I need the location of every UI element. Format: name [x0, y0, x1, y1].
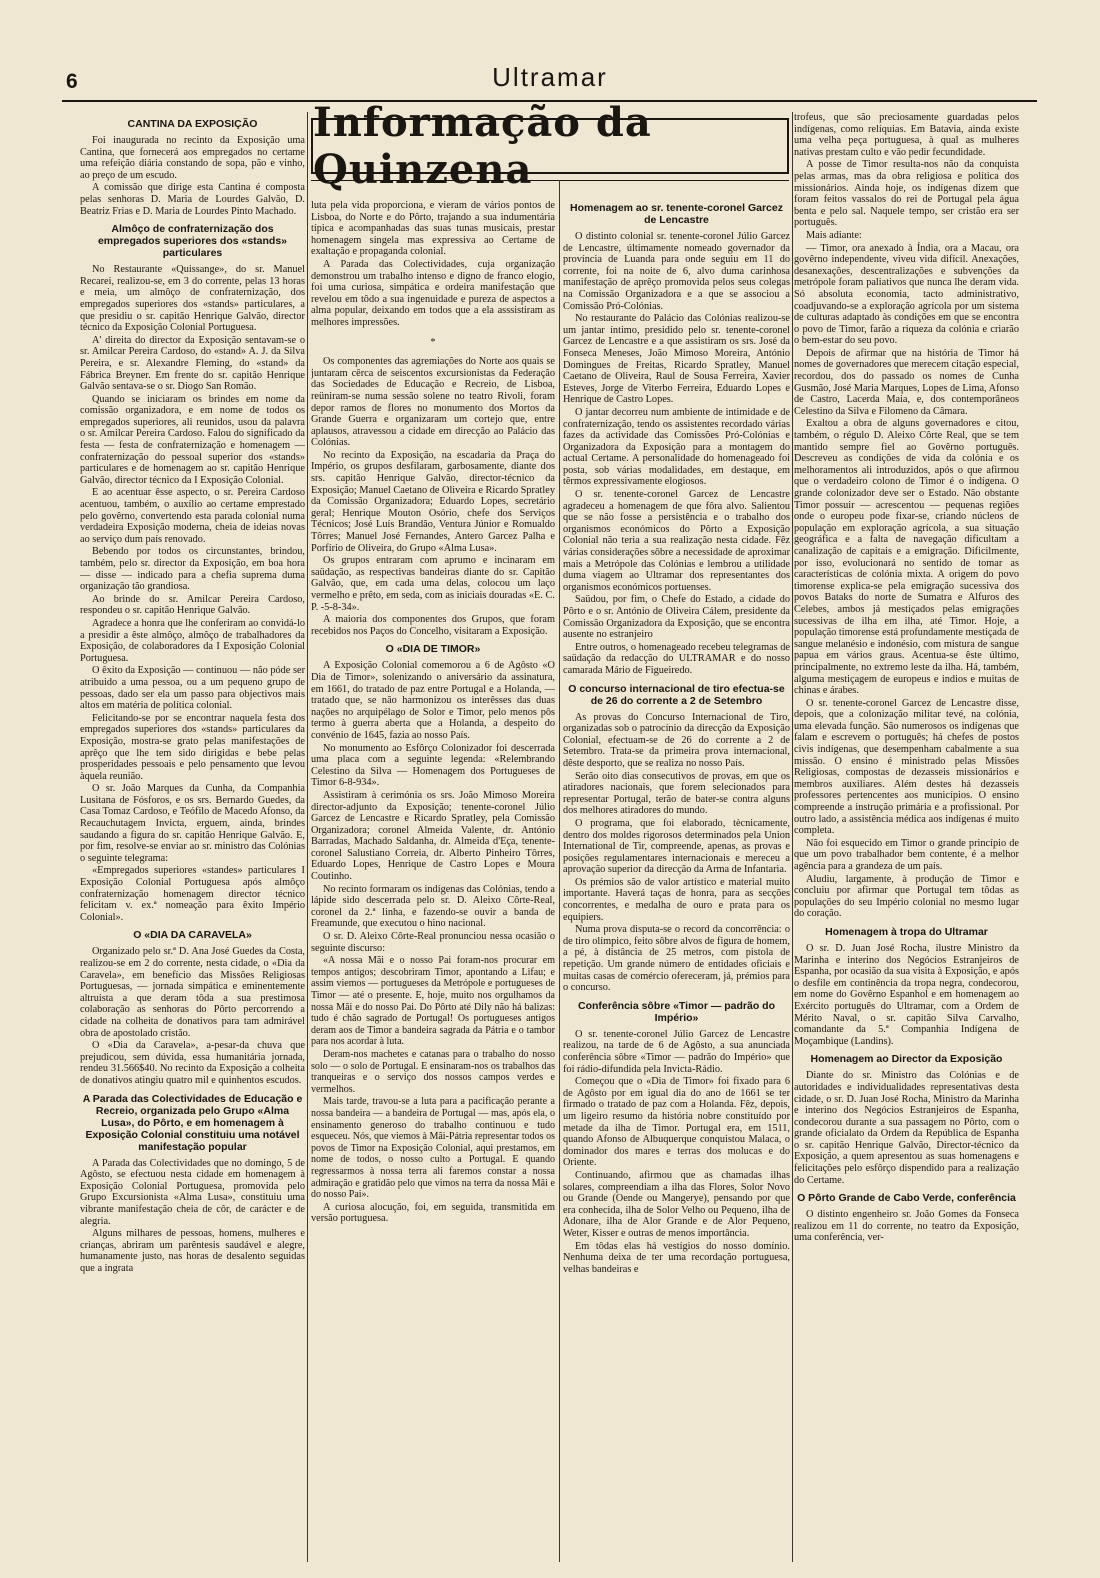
paragraph: A' direita do director da Exposição sentavam-se o sr. Amilcar Pereira Cardoso, do «stand» A. J. da Silva Pereira, e sr. Alexandre Fleming, do «stand» da Fábrica Breyner. Em frente do sr. capitão Henrique Galvão sentava-se o sr. Diogo San Romão. [80, 334, 305, 393]
banner-rule [311, 180, 789, 181]
paragraph: Felicitando-se por se encontrar naquela festa dos empregados superiores dos «stands» particulares da Exposição, mostra-se grato pelas manifestações de aprêço que lhe tem sido dirigidas e bebe pelas prosperidades pessoais e pelo pensamento que levou àquela reunião. [80, 712, 305, 782]
article-title: Homenagem ao Director da Exposição [810, 1053, 1003, 1066]
paragraph: Ao brinde do sr. Amilcar Pereira Cardoso, respondeu o sr. capitão Henrique Galvão. [80, 593, 305, 617]
paragraph: No Restaurante «Quissange», do sr. Manuel Recarei, realizou-se, em 3 do corrente, pelas 13 horas e meia, um almôço de confraternização, dos empregados superiores dos «stands» particulares, a que presidiu o sr. capitão Henrique Galvão, director técnico da Exposição Colonial Portuguesa. [80, 264, 305, 334]
paragraph: O sr. tenente-coronel Júlio Garcez de Lencastre realizou, na tarde de 6 de Agôsto, a sua anunciada conferência sôbre «Timor — padrão do Império» que foi rádio-difundida pela Invicta-Rádio. [563, 1028, 790, 1075]
article-title: Homenagem ao sr. tenente-coronel Garcez de Lencastre [570, 202, 783, 226]
paragraph: O sr. João Marques da Cunha, da Companhia Lusitana de Fósforos, e os srs. Bernardo Guedes, da Casa Tomaz Cardoso, e Teófilo de Macedo Afonso, da Recauchutagem Invicta, erguem, ainda, brindes saudando a figura do sr. capitão Henrique Galvão. E, por fim, resolve-se enviar ao sr. ministro das Colónias o seguinte telegrama: [80, 783, 305, 864]
article-title: O concurso internacional de tiro efectua-se de 26 do corrente a 2 de Setembro [568, 682, 785, 707]
paragraph: «Empregados superiores «standes» particulares I Exposição Colonial Portuguesa após almôço confraternização homenagem director técnico felicitam v. ex.ª nomeação para êxito Império Colonial». [80, 865, 305, 923]
paragraph: A curiosa alocução, foi, em seguida, transmitida em versão portuguesa. [311, 1201, 555, 1225]
article-title: A Parada das Colectividades de Educação e Recreio, organizada pelo Grupo «Alma Lusa», do Pôrto, e em homenagem à Exposição Colonial constituiu uma notável manifestação popular [82, 1092, 303, 1153]
paragraph: A comissão que dirige esta Cantina é composta pelas senhoras D. Maria de Lourdes Galvão, D. Beatriz Frias e D. Maria de Lourdes Pinto Machado. [80, 182, 305, 217]
paragraph: O sr. tenente-coronel Garcez de Lencastre disse, depois, que a colonização militar tevé, na colónia, uma elevada função. São numerosos os indígenas que falam e escrevem o português; há chefes de postos civis indígenas, que desempenham cabalmente a sua missão. O ensino é ministrado pelas Missões Religiosas, compostas de dezasseis missionários e membros auxiliares. Além destes há dezasseis professores pertencentes aos municípios. O ensino compreende a instrução primária e a profissional. Por outro lado, a assistência médica aos indígenas é muito completa. [794, 697, 1019, 837]
paragraph: O êxito da Exposição — continuou — não póde ser atribuido a uma pessoa, ou a um pequeno grupo de pessoas, dado ser ela um passo para objectivos mais altos em matéria de política colonial. [80, 665, 305, 712]
paragraph: E ao acentuar êsse aspecto, o sr. Pereira Cardoso acentuou, também, o auxílio ao certame emprestado pelo govêrno, convertendo esta parada colonial numa verdadeira Exposição moderna, cheia de ideias novas ao serviço dum país renovado. [80, 487, 305, 545]
quote-paragraph: Deram-nos machetes e catanas para o trabalho do nosso solo — o solo de Portugal. E ensinaram-nos os trabalhos das tranqueiras e o serviço dos nossos campos verdes e vermelhos. [311, 1048, 555, 1095]
section-banner: Informação da Quinzena [311, 118, 789, 174]
paragraph: Quando se iniciaram os brindes em nome da comissão organizadora, e em nome de todos os empregados superiores, ali reunidos, usou da palavra o sr. Amilcar Pereira Cardoso. Falou do significado da festa — festa de confraternização e homenagem — confraternização do pessoal superior dos «stands» particulares e de homenagem ao sr. capitão Henrique Galvão, director técnico da I Exposição Colonial. [80, 393, 305, 486]
paragraph: Agradece a honra que lhe conferiram ao convidá-lo a presidir a êste almôço, almôço de trabalhadores da Exposição, de colaboradores da I Exposição Colonial Portuguesa. [80, 617, 305, 664]
paragraph: Diante do sr. Ministro das Colónias e de autoridades e individualidades representativas desta cidade, o sr. D. Juan José Rocha, Ministro da Marinha e interino dos Negócios Estranjeiros de Espanha, condecorou durante a sua passagem no Pôrto, com o grande oficialato da Ordem da República de Espanha o sr. capitão Henrique Galvão, Director-técnico da Exposição, a quem apresentou as suas homenagens e felicitações pelo esfôrço dispendido para a realização do Certame. [794, 1070, 1019, 1186]
column-divider [559, 180, 560, 1562]
quote-paragraph: «A nossa Mãi e o nosso Pai foram-nos procurar em tempos antigos; descobriram Timor, apontando a Lifau; e assim viemos — portugueses da Metrópole e portugueses de Timor — até o presente. E, hoje, muito nos orgulhamos da nossa Mãi e do nosso Pai. Do Pôrto até Dily não há balizas: tudo é chão sagrado de Portugal! Os portugueses antigos deram aos de Timor a bandeira sagrada da Pátria e o tambor para nos acordar à luta. [311, 955, 555, 1048]
article-title: Homenagem à tropa do Ultramar [825, 925, 988, 938]
paragraph: Os componentes das agremiações do Norte aos quais se juntaram cêrca de seiscentos excursionistas da Federação das Sociedades de Educação e Recreio, de Lisboa, reüniram-se numa sessão solene no teatro Rivoli, foram depor ramos de flores no monumento dos Mortos da Grande Guerra e organizaram um cortejo que, entre aplausos, atravessou a cidade em direcção ao Palácio das Colónias. [311, 356, 555, 449]
paragraph: luta pela vida proporciona, e vieram de vários pontos de Lisboa, do Norte e do Pôrto, trajando a sua indumentária típica e acompanhadas das suas tunas musicais, prestar homenagem singela mas expressiva ao Certame de exaltação e propaganda colonial. [311, 200, 555, 258]
masthead: Ultramar [492, 62, 608, 92]
article-title: Almôço de confraternização dos empregados superiores dos «stands» particulares [97, 223, 288, 260]
article-title: O «DIA DE TIMOR» [385, 643, 481, 656]
paragraph: A Parada das Colectividades, cuja organização demonstrou um trabalho intenso e digno de franco elogio, foi uma curiosa, simpática e ordeira manifestação que revelou em tôdo a sua ingenuidade e pureza de aspectos a alma popular, deixando em todos que a ela asssistiram as melhores impressões. [311, 258, 555, 328]
paragraph: — Timor, ora anexado à Índia, ora a Macau, ora govêrno independente, viveu vida difícil. Anexações, desanexações, descentralizações e subvenções da metrópole foram paliativos que nunca lhe deram vida. Só absoluta economia, tacto administrativo, coadjuvando-se a exploração agrícola por um sistema de culturas adaptado às condições em que se encontra o povo de Timor, farão a riqueza da colónia e criarão o bem-estar do seu povo. [794, 242, 1019, 347]
paragraph: Entre outros, o homenageado recebeu telegramas de saüdação da redacção do ULTRAMAR e do nosso camarada Mário de Figueiredo. [563, 641, 790, 676]
paragraph: O distinto colonial sr. tenente-coronel Júlio Garcez de Lencastre, últimamente nomeado governador da província de Luanda para onde seguiu em 11 do corrente, foi na noite de 6, alvo duma carinhosa manifestação de aprêço promovida pelos seus colegas na Comissão Organizadora e a que se associou a Comissão Pró-Colónias. [563, 231, 790, 312]
paragraph: Serão oito dias consecutivos de provas, em que os atiradores nacionais, que forem selecionados para representar Portugal, terão de bater-se contra alguns dos melhores atiradores do mundo. [563, 770, 790, 817]
paragraph: A posse de Timor resulta-nos não da conquista pelas armas, mas da obra religiosa e política dos missionários. Ainda hoje, os indígenas dizem que foram feitos vassalos do rei de Portugal pela água benta e pelo sal. Naquele tempo, ser cristão era ser português. [794, 159, 1019, 229]
paragraph: O jantar decorreu num ambiente de intimidade e de confraternização, tendo os assistentes recordado várias fazes da actividade das Comissões Pró-Colónias e Organizadora da Exposição para a montagem do actual Certame. A personalidade do homenageado foi posta, sob várias modalidades, em destaque, em têrmos expressivamente elogiosos. [563, 406, 790, 488]
paragraph: Os grupos entraram com aprumo e incinaram em saüdação, as respectivas bandeiras diante do sr. Capitão Galvão, que, em cada uma delas, colocou um laço vermelho e prêto, em seda, com as iniciais douradas «E. C. P. -5-8-34». [311, 555, 555, 613]
paragraph: O sr. D. Juan José Rocha, ilustre Ministro da Marinha e interino dos Negócios Estranjeiros de Espanha, por ocasião da sua visita à Exposição, e após o desfile em continência da tropa negra, condecorou, em nome do Govêrno Espanhol e em homenagem ao Exército português do Ultramar, com a Ordem de Mérito Naval, o sr. capitão Silva Carvalho, comandante da 5.ª Companhia Indígena de Moçambique (Landins). [794, 942, 1019, 1047]
paragraph: Bebendo por todos os circunstantes, brindou, também, pelo sr. director da Exposição, em boa hora — disse — indicado para a chefia suprema duma organização tão grandiosa. [80, 546, 305, 593]
column-divider [307, 112, 308, 1562]
paragraph: Alguns milhares de pessoas, homens, mulheres e crianças, abriram um parêntesis saudável e alegre, humanamente justo, nas horas de desalento seguidas que a ingrata [80, 1228, 305, 1274]
paragraph: Os prémios são de valor artístico e material muito importante. Haverá taças de honra, para as secções concorrentes, e medalha de ouro e prata para os equipiers. [563, 876, 790, 923]
paragraph: No monumento ao Esfôrço Colonizador foi descerrada uma placa com a seguinte legenda: «Relembrando Celestino da Silva — Homenagem dos Portugueses de Timor 6-8-934». [311, 742, 555, 789]
column-divider [792, 112, 793, 1562]
paragraph: A Exposição Colonial comemorou a 6 de Agôsto «O Dia de Timor», solenizando o aniversário da assinatura, em 1661, do tratado de paz entre Portugal e a Holanda, — tratado que, se não harmonizou os interêsses das duas nações no arquipélago de Solor e Timor, pelo menos pôs termo à guerra aberta que a Holanda, a despeito do convénio de 1645, fazia ao nosso País. [311, 660, 555, 741]
paragraph: Organizado pelo sr.ª D. Ana José Guedes da Costa, realizou-se em 2 do corrente, nesta cidade, o «Dia da Caravela», em benefício das Missões Religiosas Portuguesas, — jornada simpática e eminentemente altruista a que deram tôda a sua prestimosa colaboração as senhoras do Pôrto percorrendo a cidade na colheita de donativos para tam admirável obra de apostolado cristão. [80, 946, 305, 1039]
article-title: CANTINA DA EXPOSIÇÃO [127, 118, 258, 130]
paragraph: O «Dia da Caravela», a-pesar-da chuva que prejudicou, sem dúvida, essa humanitária jornada, rendeu 31.566$40. No recinto da Exposição a colheita de donativos atingiu quatro mil e quinhentos escudos. [80, 1040, 305, 1086]
paragraph: O programa, que foi elaborado, tècnicamente, dentro dos moldes rigorosos determinados pela Union International de Tir, compreende, apenas, as provas e posições regulamentares internacionais e mereceu a aprovação superior da direcção da Arma de Infantaria. [563, 817, 790, 876]
paragraph: Continuando, afirmou que as chamadas ilhas solares, compreendiam a ilha das Flores, Solor Novo ou Grande (Oende ou Mangerye), pensando por que era conhecida, ilha de Solor Velho ou Pequeno, ilha de Adonare, ilha de Alor Grande e de Alor Pequeno, Weter, Kisser e outras de menos importância. [563, 1169, 790, 1239]
paragraph: O sr. tenente-coronel Garcez de Lencastre agradeceu a homenagem de que fôra alvo. Salientou que se não fosse a persistência e o trabalho dos organismos económicos do Pôrto a Exposição Colonial não teria a sua realização nesta cidade. Fêz várias considerações sôbre a necessidade de aproximar mais a Metrópole das Colónias e lembrou a utilidade duma viagem ao Ultramar dos representantes dos organismos económicos portuenses. [563, 489, 790, 593]
article-title: O «DIA DA CARAVELA» [133, 929, 252, 942]
paragraph: Em tôdas elas há vestígios do nosso domínio. Nenhuma deixa de ter uma recordação portuguesa, velhas bandeiras e [563, 1240, 790, 1275]
paragraph: Assistiram à cerimónia os srs. João Mimoso Moreira director-adjunto da Exposição; tenente-coronel Júlio Garcez de Lencastre e Ricardo Spratley, pela Comissão Organizadora; coronel Almeida Valente, dr. António Barradas, Machado Saldanha, dr. Almeida d'Eça, tenente-coronel Salustiano Correia, dr. Alberto Pinheiro Tôrres, Eduardo Lopes, Henrique de Castro Lopes e Moura Coutinho. [311, 789, 555, 883]
paragraph: trofeus, que são preciosamente guardadas pelos indígenas, como relíquias. Em Batavia, ainda existe uma velha peça portuguesa, à qual as mulheres nativas prestam culto e vão pedir fecundidade. [794, 112, 1019, 158]
paragraph: Aludiu, largamente, à produção de Timor e concluiu por afirmar que Portugal tem tôdas as populações do seu Império colonial no mesmo lugar do coração. [794, 873, 1019, 920]
page-number: 6 [66, 70, 78, 93]
paragraph: Foi inaugurada no recinto da Exposição uma Cantina, que fornecerá aos empregados no certame uma refeição diária constando de sopa, pão e vinho, ao preço de um escudo. [80, 135, 305, 181]
article-title: Conferência sôbre «Timor — padrão do Império» [577, 999, 775, 1024]
paragraph: O distinto engenheiro sr. João Gomes da Fonseca realizou em 11 do corrente, no teatro da Exposição, uma conferência, ver- [794, 1209, 1019, 1244]
quote-paragraph: Mais tarde, travou-se a luta para a pacificação perante a nossa bandeira — a bandeira de Portugal — mas, após ela, o ensinamento generoso do trabalho continuou e tudo esqueceu. Nós, que viemos à Mãi-Pátria representar todos os povos de Timor na Exposição Colonial, aqui prestamos, em nome de todos, o nosso culto a Portugal. E quando regressarmos à nossa terra ali faremos constar a nossa admiração e gratidão pelo que vimos na terra da nossa Mãi e do nosso Pai». [311, 1096, 555, 1201]
paragraph: A Parada das Colectividades que no domingo, 5 de Agôsto, se efectuou nesta cidade em homenagem à Exposição Colonial Portuguesa, promovida pelo Grupo Excursionista «Alma Lusa», constituiu uma vibrante manifestação cheia de côr, de carácter e de alegria. [80, 1157, 305, 1227]
paragraph: Exaltou a obra de alguns governadores e citou, também, o régulo D. Aleixo Côrte Real, que se tem mantido sempre fiel ao Govêrno português. Descreveu as condições de vida da colónia e os melhoramentos ali introduzidos, após o que afirmou que o verdadeiro colono de Timor é o indígena. O grande colonizador deve ser o Estado. Não obstante Timor possuir — acrescentou — pequenas regiões onde o europeu pode fixar-se, criando núcleos de população em exploração agrícola, a sua situação geográfica e a falta de navegação dificultam a canalização de capitais e a emigração. Dificilmente, por isso, evolucionará no sentido de tomar as características de colónia mixta. A origem do povo timorense explica-se pela emigração sucessiva dos povos Bataks do norte de Sumatra e Alfuros des Celebes, ambos já mestiçados pelas emigrações sucessivas de ilha em ilha, até Timor. Hoje, a população timorense está profundamente mestiçada de sangue melanésio e indonésio, com mistura de sangue papua em vários graus. Acentua-se êste último, principalmente, no extremo leste da ilha. Há, também, alguma mestiçagem de europeus e indios e muitas de chinas e árabes. [794, 418, 1019, 697]
separator: * [430, 336, 436, 348]
paragraph: Saüdou, por fim, o Chefe do Estado, a cidade do Pôrto e o sr. António de Oliveira Cálem, presidente da Comissão Organizadora da Exposição, que se encontra ausente no estranjeiro [563, 594, 790, 641]
column-1 [80, 112, 305, 1562]
paragraph: Numa prova disputa-se o record da concorrência: o de tiro olímpico, feito sôbre alvos de figura de homem, a pé, à distância de 25 metros, com pistola de repetição. Um grande número de entidades oficiais e muitas casas de comércio ofereceram, já, prémios para o concurso. [563, 924, 790, 994]
paragraph: Depois de afirmar que na história de Timor há nomes de governadores que merecem citação especial, recordou, dos do passado os nomes de Cunha Gusmão, José Maria Marques, Lopes de Lima, Afonso de Castro, Lacerda Maia, e, dos contemporâneos Celestino da Silva e Filomeno da Câmara. [794, 347, 1019, 417]
paragraph: Mais adiante: [806, 229, 862, 241]
paragraph: A maioria dos componentes dos Grupos, que foram recebidos nos Paços do Concelho, visitaram a Exposição. [311, 614, 555, 637]
column-2 [311, 200, 555, 1562]
column-3 [563, 196, 790, 1562]
column-4 [794, 112, 1019, 1562]
paragraph: O sr. D. Aleixo Côrte-Real pronunciou nessa ocasião o seguinte discurso: [311, 931, 555, 954]
article-title: O Pôrto Grande de Cabo Verde, conferência [797, 1192, 1016, 1205]
paragraph: Começou que o «Dia de Timor» foi fixado para 6 de Agôsto por em igual dia do ano de 1661 se ter firmado o tratado de paz com a Holanda. Fêz, depois, um ligeiro resumo da história nobre constituído por metade da ilha de Timor. Portugal era, em 1511, quando Afonso de Albuquerque conquistou Malaca, o dominador dos mares e terras dos molucas e do Oriente. [563, 1076, 790, 1169]
paragraph: No restaurante do Palácio das Colónias realizou-se um jantar íntimo, presidido pelo sr. tenente-coronel Garcez de Lencastre e a que assistiram os srs. José da Fonseca Meneses, João Mimoso Moreira, António Domingues de Freitas, Ricardo Spratley, Manuel Caetano de Oliveira, Raul de Sousa Ferreira, Xavier Esteves, Jorge de Viterbo Ferreira, Eduardo Lopes e Henrique de Castro Lopes. [563, 313, 790, 406]
paragraph: No recinto formaram os indígenas das Colónias, tendo a lápide sido descerrada pelo sr. D. Aleixo Côrte-Real, coronel da 2.ª linha, e fazendo-se ouvir a banda de Freamunde, que executou o hino nacional. [311, 883, 555, 930]
paragraph: No recinto da Exposição, na escadaria da Praça do Império, os grupos desfilaram, garbosamente, diante dos srs. capitão Henrique Galvão, director-técnico da Exposição; Manuel Caetano de Oliveira e Ricardo Spratley da Comissão Organizadora; Eduardo Lopes, secretário geral; Henrique Mouton Osório, chefe dos Serviços Técnicos; José Luís Brandão, Ventura Júnior e Romualdo Tôrres; Manuel José Fernandes, Antero Garcez Palha e Porfírio de Oliveira, do Grupo «Alma Lusa». [311, 449, 555, 554]
paragraph: Não foi esquecido em Timor o grande princípio de que um povo trabalhador bem contente, é a melhor agência para a grandeza de um país. [794, 837, 1019, 872]
paragraph: As provas do Concurso Internacional de Tiro, organizadas sob o patrocínio da direcção da Exposição Colonial, efectuam-se de 26 do corrente a 2 de Setembro. Trata-se da primeira prova internacional, dêste desporto, que se realiza no nosso País. [563, 711, 790, 769]
